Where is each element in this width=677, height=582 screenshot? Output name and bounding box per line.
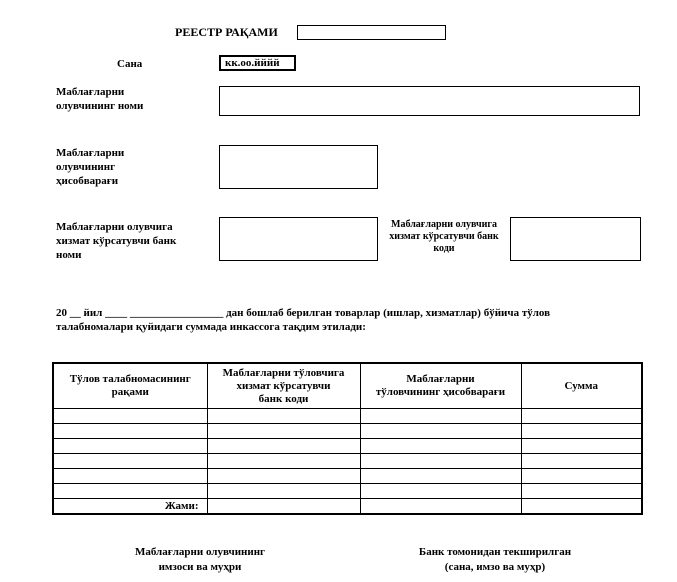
total-cell[interactable] — [521, 499, 642, 515]
table-cell[interactable] — [360, 484, 521, 499]
recipient-account-label-line1: Маблағларни — [56, 147, 125, 159]
table-cell[interactable] — [53, 469, 207, 484]
recipient-name-label — [56, 85, 143, 113]
recipient-name-label-line2: олувчининг номи — [56, 100, 144, 112]
table-cell[interactable] — [360, 424, 521, 439]
registry-number-label: РЕЕСТР РАҚАМИ — [175, 25, 278, 39]
column-header-amount-line1: Сумма — [564, 379, 598, 392]
recipient-bank-code-label-line3: коди — [433, 243, 455, 254]
table-cell[interactable] — [360, 409, 521, 424]
column-header-request-number — [53, 363, 207, 409]
bank-check-line1: Банк томонидан текширилган — [418, 546, 572, 558]
table-cell[interactable] — [360, 439, 521, 454]
total-cell[interactable] — [360, 499, 521, 515]
column-header-payer-account — [360, 363, 521, 409]
recipient-account-label — [56, 146, 124, 188]
recipient-bank-field[interactable] — [219, 217, 378, 261]
table-cell[interactable] — [360, 454, 521, 469]
recipient-signature-label — [110, 545, 290, 575]
recipient-bank-label-line3: номи — [56, 249, 82, 261]
table-cell[interactable] — [521, 484, 642, 499]
table-cell[interactable] — [207, 409, 360, 424]
recipient-bank-label-line1: Маблағларни олувчига — [56, 221, 173, 233]
table-row — [53, 409, 642, 424]
recipient-name-label-line1: Маблағларни — [56, 86, 125, 98]
column-header-amount — [521, 363, 642, 409]
statement-line1: 20 __ йил ____ _________________ дан бошлаб берилган товарлар (ишлар, хизматлар) бўйича тўлов — [56, 307, 551, 319]
total-label: Жами: — [53, 499, 207, 515]
table-cell[interactable] — [207, 439, 360, 454]
column-header-payer-bank-code-line1: Маблағларни тўловчига — [222, 366, 345, 379]
column-header-request-number-line2: рақами — [111, 386, 149, 398]
payment-requests-table — [52, 362, 643, 515]
table-cell[interactable] — [207, 469, 360, 484]
column-header-payer-bank-code-line2: хизмат кўрсатувчи — [236, 379, 331, 392]
statement-text — [56, 306, 656, 334]
table-total-row — [53, 499, 642, 515]
table-cell[interactable] — [521, 409, 642, 424]
recipient-bank-code-label — [380, 219, 508, 255]
date-placeholder: кк.оо.йййй — [225, 57, 280, 69]
registry-number-field[interactable] — [297, 25, 446, 40]
table-cell[interactable] — [53, 409, 207, 424]
date-field[interactable] — [219, 55, 296, 71]
table-cell[interactable] — [207, 484, 360, 499]
table-row — [53, 484, 642, 499]
table-cell[interactable] — [53, 424, 207, 439]
table-cell[interactable] — [53, 484, 207, 499]
recipient-name-field[interactable] — [219, 86, 640, 116]
table-cell[interactable] — [360, 469, 521, 484]
bank-check-label — [395, 545, 595, 575]
table-row — [53, 469, 642, 484]
bank-check-line2: (сана, имзо ва муҳр) — [444, 561, 546, 573]
table-row — [53, 439, 642, 454]
table-cell[interactable] — [207, 454, 360, 469]
table-header-row — [53, 363, 642, 409]
total-cell[interactable] — [207, 499, 360, 515]
date-label: Сана — [117, 58, 143, 70]
table-cell[interactable] — [521, 439, 642, 454]
recipient-bank-label — [56, 220, 176, 262]
recipient-account-label-line2: олувчининг — [56, 161, 116, 173]
recipient-account-label-line3: ҳисобварағи — [56, 175, 119, 187]
table-cell[interactable] — [53, 454, 207, 469]
recipient-account-field[interactable] — [219, 145, 378, 189]
recipient-bank-label-line2: хизмат кўрсатувчи банк — [56, 235, 177, 247]
table-row — [53, 454, 642, 469]
recipient-signature-line1: Маблағларни олувчининг — [134, 546, 266, 558]
column-header-payer-bank-code — [207, 363, 360, 409]
recipient-bank-code-label-line2: хизмат кўрсатувчи банк — [389, 231, 499, 242]
column-header-payer-account-line2: тўловчининг ҳисобварағи — [375, 386, 506, 398]
column-header-request-number-line1: Тўлов талабномасининг — [69, 373, 191, 385]
recipient-signature-line2: имзоси ва муҳри — [158, 561, 242, 573]
table-row — [53, 424, 642, 439]
recipient-bank-code-field[interactable] — [510, 217, 641, 261]
table-cell[interactable] — [207, 424, 360, 439]
recipient-bank-code-label-line1: Маблағларни олувчига — [391, 219, 497, 230]
table-cell[interactable] — [521, 469, 642, 484]
table-cell[interactable] — [521, 424, 642, 439]
column-header-payer-account-line1: Маблағларни — [406, 373, 475, 385]
column-header-payer-bank-code-line3: банк коди — [258, 392, 309, 405]
table-cell[interactable] — [53, 439, 207, 454]
statement-line2: талабномалари қуйидаги суммада инкассога тақдим этилади: — [56, 321, 366, 333]
table-cell[interactable] — [521, 454, 642, 469]
